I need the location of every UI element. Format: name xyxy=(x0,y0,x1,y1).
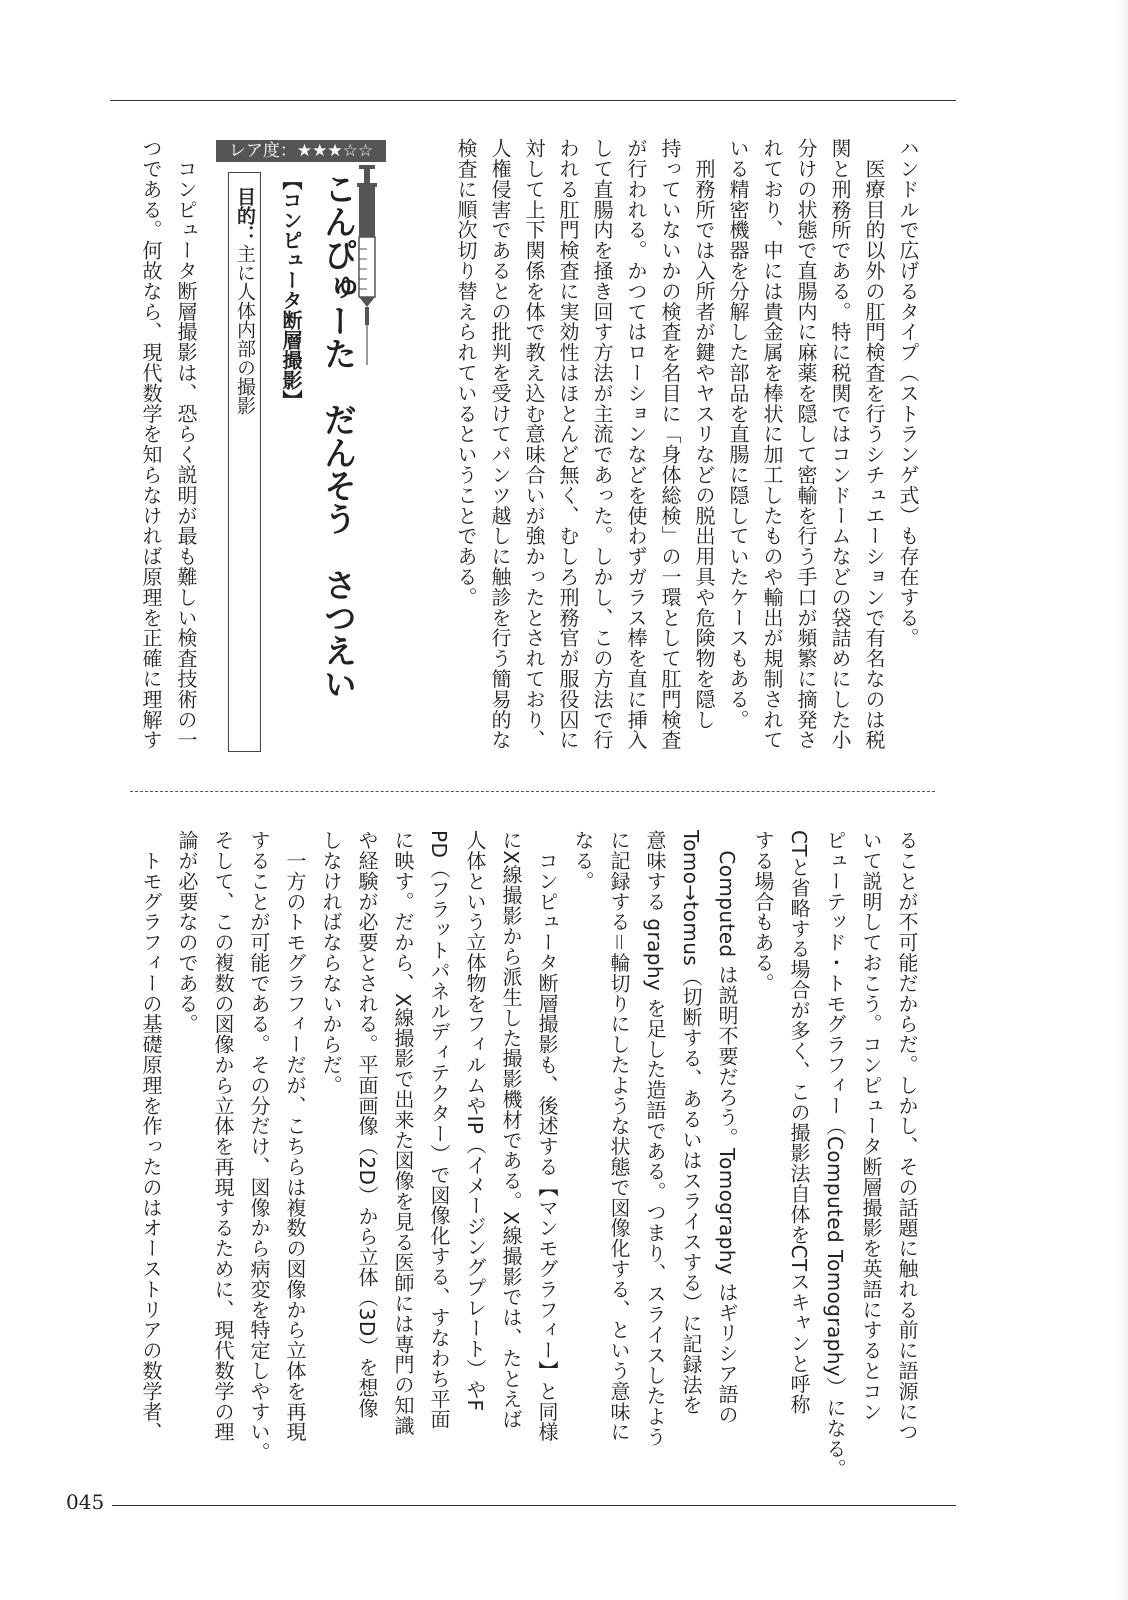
purpose-box xyxy=(228,172,261,752)
text-line: 分けの状態で直腸内に麻薬を隠して密輸を行う手口が頻繁に摘発さ xyxy=(794,138,818,750)
text-line: ピューテッド・トモグラフィー（Computed Tomography）になる。 xyxy=(823,830,847,1480)
text-line: 関と刑務所である。特に税関ではコンドームなどの袋詰めにした小 xyxy=(828,138,852,750)
text-line: 論が必要なのである。 xyxy=(175,830,199,1034)
text-line: して直腸内を掻き回す方法が主流であった。しかし、この方法で行 xyxy=(590,138,614,750)
text-line: Tomo→tomus（切断する、あるいはスライスする）に記録法を xyxy=(679,830,703,1415)
entry-reading: こんぴゅーた だんそう さつえい xyxy=(319,172,358,700)
text-line: にX線撮影から派生した撮影機材である。X線撮影では、たとえば xyxy=(499,830,523,1430)
text-line: しなければならないからだ。 xyxy=(319,830,343,1096)
page-number: 045 xyxy=(66,1490,105,1514)
text-line: PD（フラットパネルディテクター）で図像化する、すなわち平面 xyxy=(427,830,451,1430)
text-line: 刑務所では入所者が鍵やヤスリなどの脱出用具や危険物を隠し xyxy=(692,138,716,730)
text-line: 人体という立体物をフィルムやIP（イメージングプレート）やF xyxy=(463,830,487,1412)
text-line: 検査に順次切り替えられているということである。 xyxy=(454,138,478,608)
text-line: 人権侵害であるとの批判を受けてパンツ越しに触診を行う簡易的な xyxy=(488,138,512,750)
page-edge xyxy=(1114,0,1128,1600)
top-rule xyxy=(110,100,956,101)
text-line: そして、この複数の図像から立体を再現するために、現代数学の理 xyxy=(211,830,235,1442)
top-body-text xyxy=(449,138,925,778)
text-line: Computed は説明不要だろう。Tomography はギリシア語の xyxy=(715,830,739,1425)
bottom-rule xyxy=(112,1505,956,1506)
text-line: 意味する graphy を足した造語である。つまり、スライスしたよう xyxy=(643,830,667,1447)
text-line: CTと省略する場合が多く、この撮影法自体をCTスキャンと呼称 xyxy=(787,830,811,1415)
text-line: 医療目的以外の肛門検査を行うシチュエーションで有名なのは税 xyxy=(862,138,886,750)
text-line: する場合もある。 xyxy=(751,830,775,994)
bottom-body-text xyxy=(133,830,925,1480)
text-line: 対して上下関係を体で教え込む意味合いが強かったとされており、 xyxy=(522,138,546,750)
text-line: いて説明しておこう。コンピュータ断層撮影を英語にするとコン xyxy=(859,830,883,1422)
text-line: や経験が必要とされる。平面画像（2D）から立体（3D）を想像 xyxy=(355,830,379,1419)
text-line: ることが不可能だからだ。しかし、その話題に触れる前に語源につ xyxy=(895,830,919,1442)
text-line: 一方のトモグラフィーだが、こちらは複数の図像から立体を再現 xyxy=(283,830,307,1442)
text-line: われる肛門検査に実効性はほとんど無く、むしろ刑務官が服役囚に xyxy=(556,138,580,750)
entry-body-text xyxy=(133,138,203,778)
purpose-label: 目的： xyxy=(234,187,256,244)
text-line: つである。何故なら、現代数学を知らなければ原理を正確に理解す xyxy=(139,138,163,750)
rarity-badge: レア度：★★★☆☆ xyxy=(216,140,386,162)
text-line: ハンドルで広げるタイプ（ストランゲ式）も存在する。 xyxy=(896,138,920,648)
text-line: コンピュータ断層撮影は、恐らく説明が最も難しい検査技術の一 xyxy=(174,138,198,750)
text-line: 持っていないかの検査を名目に「身体総検」の一環として肛門検査 xyxy=(658,138,682,750)
text-line: に映す。だから、X線撮影で出来た図像を見る医師には専門の知識 xyxy=(391,830,415,1436)
purpose-value: 主に人体内部の撮影 xyxy=(234,244,256,415)
section-divider xyxy=(130,791,935,792)
text-line: コンピュータ断層撮影も、後述する【マンモグラフィー】と同様 xyxy=(535,830,559,1442)
text-line: に記録する＝輪切りにしたような状態で図像化する、という意味に xyxy=(607,830,631,1442)
text-line: することが可能である。その分だけ、図像から病変を特定しやすい。 xyxy=(247,830,271,1463)
text-line: れており、中には貴金属を棒状に加工したものや輸出が規制されて xyxy=(760,138,784,750)
text-line: いる精密機器を分解した部品を直腸に隠していたケースもある。 xyxy=(726,138,750,730)
entry-term: 【コンピュータ断層撮影】 xyxy=(279,170,303,410)
text-line: トモグラフィーの基礎原理を作ったのはオーストリアの数学者、 xyxy=(139,830,163,1442)
text-line: なる。 xyxy=(571,830,595,892)
syringe-icon xyxy=(356,165,378,365)
text-line: が行われる。かつてはローションなどを使わずガラス棒を直に挿入 xyxy=(624,138,648,750)
